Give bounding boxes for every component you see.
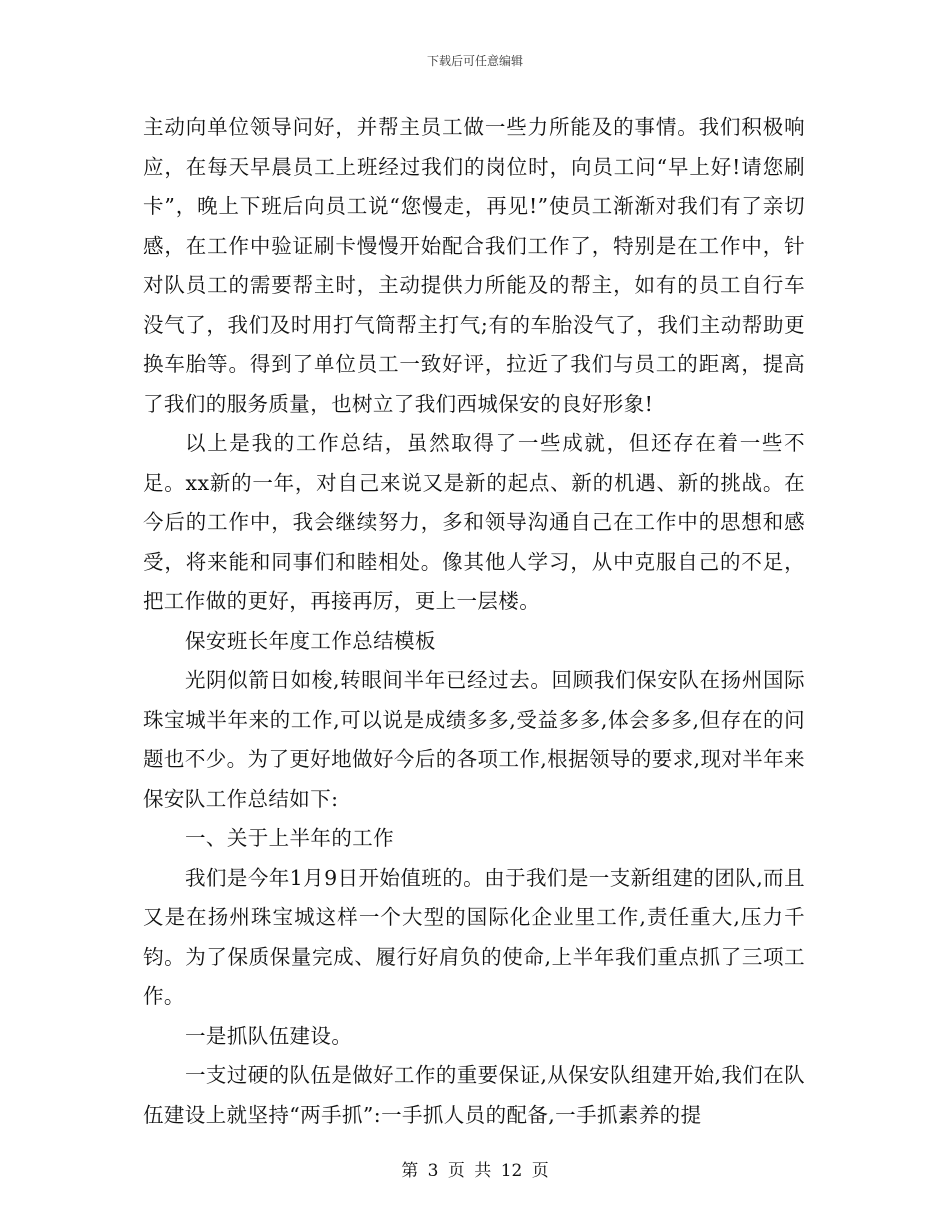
body-paragraph-summary: 以上是我的工作总结，虽然取得了一些成就，但还存在着一些不足。xx新的一年，对自己来说又是新的起点、新的机遇、新的挑战。在今后的工作中，我会继续努力，多和领导沟通自己在工作中的思想和感受，将来能和同事们和睦相处。像其他人学习，从中克服自己的不足，把工作做的更好，再接再厉，更上一层楼。 [143,431,805,613]
section-heading-first-half: 一、关于上半年的工作 [185,826,395,850]
body-paragraph-team: 一支过硬的队伍是做好工作的重要保证,从保安队组建开始,我们在队伍建设上就坚持“两手抓”:一手抓人员的配备,一手抓素养的提 [143,1063,805,1127]
body-paragraph-continuation: 主动向单位领导问好，并帮主员工做一些力所能及的事情。我们积极响应，在每天早晨员工上班经过我们的岗位时，向员工问“早上好!请您刷卡”，晚上下班后向员工说“您慢走，再见!”使员工渐渐对我们有了亲切感，在工作中验证刷卡慢慢开始配合我们工作了，特别是在工作中，针对队员工的需要帮主时，主动提供力所能及的帮主，如有的员工自行车没气了，我们及时用打气筒帮主打气;有的车胎没气了，我们主动帮助更换车胎等。得到了单位员工一致好评，拉近了我们与员工的距离，提高了我们的服务质量，也树立了我们西城保安的良好形象! [143,115,805,416]
body-paragraph-intro: 光阴似箭日如梭,转眼间半年已经过去。回顾我们保安队在扬州国际珠宝城半年来的工作,可以说是成绩多多,受益多多,体会多多,但存在的问题也不少。为了更好地做好今后的各项工作,根据领导的要求,现对半年来保安队工作总结如下: [143,668,805,811]
subheading-team-building: 一是抓队伍建设。 [185,1023,353,1048]
document-body [143,108,805,1135]
body-paragraph-start: 我们是今年1月9日开始值班的。由于我们是一支新组建的团队,而且又是在扬州珠宝城这样一个大型的国际化企业里工作,责任重大,压力千钧。为了保质保量完成、履行好肩负的使命,上半年我们重点抓了三项工作。 [143,865,805,1008]
page-number: 第 3 页 共 12 页 [401,1161,549,1181]
page-header-note: 下载后可任意编辑 [426,54,523,68]
section-title: 保安班长年度工作总结模板 [185,628,436,653]
